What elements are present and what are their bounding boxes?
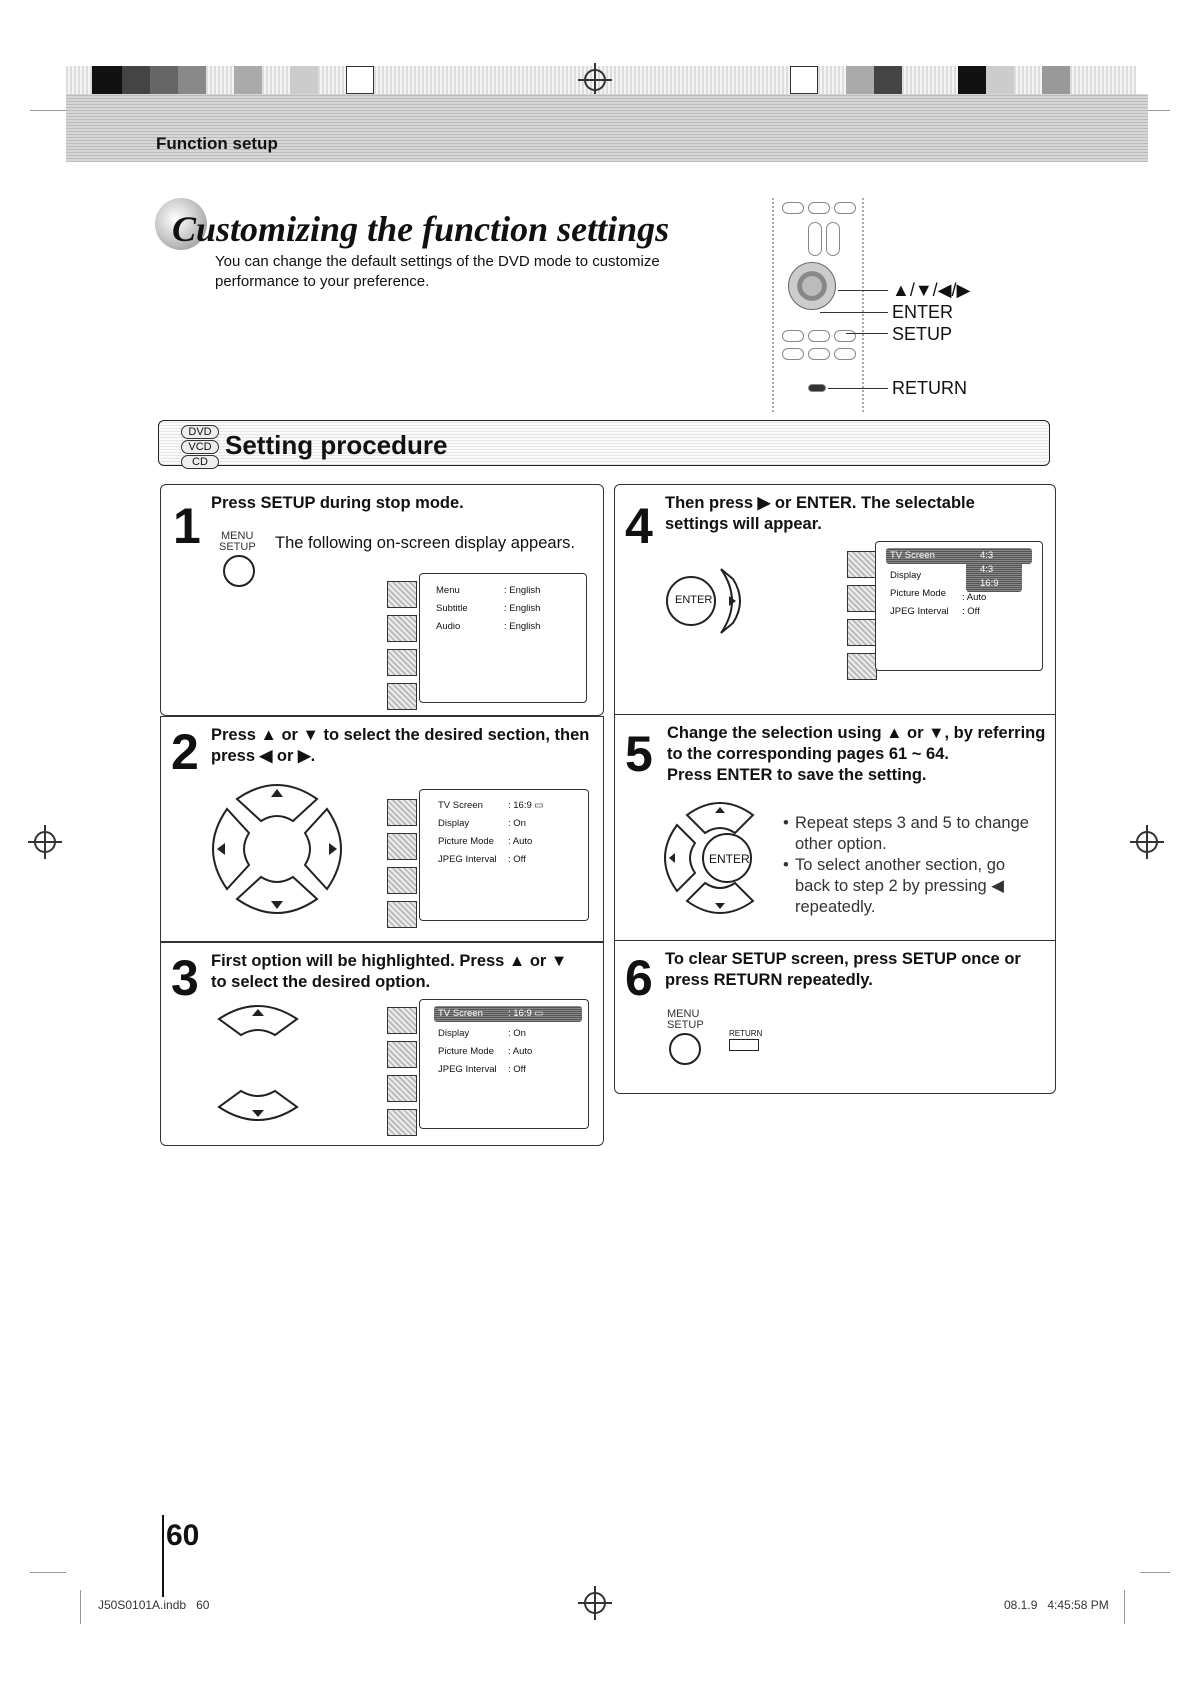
parental-icon bbox=[387, 683, 417, 710]
step-heading: to select the desired option. bbox=[211, 973, 431, 991]
page-number: 60 bbox=[166, 1519, 200, 1552]
osd-item: Audio bbox=[436, 621, 461, 632]
return-button-icon bbox=[729, 1039, 759, 1051]
remote-button-icon bbox=[782, 202, 804, 214]
crop-line-right-vertical bbox=[1124, 1590, 1125, 1624]
registration-mark-bottom bbox=[584, 1592, 606, 1614]
osd-screen bbox=[419, 999, 589, 1129]
registration-mark-right bbox=[1136, 831, 1158, 853]
osd-item: JPEG Interval bbox=[438, 854, 497, 865]
picture-icon bbox=[387, 833, 417, 860]
step-4-box bbox=[614, 484, 1056, 716]
intro-line: You can change the default settings of the DVD mode to customize bbox=[215, 253, 660, 270]
color-bar-block bbox=[92, 66, 122, 94]
osd-item: Picture Mode bbox=[438, 836, 494, 847]
picture-icon bbox=[387, 1041, 417, 1068]
osd-value: : Auto bbox=[508, 836, 533, 847]
remote-button-icon bbox=[808, 222, 822, 256]
osd-value: : 16:9 ▭ bbox=[508, 800, 544, 811]
file-info: J50S0101A.indb 60 bbox=[98, 1598, 210, 1612]
leader-line bbox=[828, 388, 888, 389]
procedure-title: Setting procedure bbox=[225, 430, 448, 460]
osd-item: Display bbox=[438, 1028, 470, 1039]
setup-button-icon bbox=[223, 555, 255, 587]
osd-item: TV Screen bbox=[438, 800, 483, 811]
setting-procedure-banner bbox=[158, 420, 1050, 466]
color-bar-block bbox=[122, 66, 150, 94]
osd-value: : 16:9 ▭ bbox=[508, 1008, 544, 1019]
step-heading: First option will be highlighted. Press ▲ or ▼ bbox=[211, 952, 568, 970]
osd-screen bbox=[419, 573, 587, 703]
step-heading: to the corresponding pages 61 ~ 64. bbox=[667, 745, 949, 763]
step-1-box bbox=[160, 484, 604, 716]
osd-item: Menu bbox=[436, 585, 460, 596]
language-icon bbox=[847, 551, 877, 578]
leader-line bbox=[820, 312, 888, 313]
remote-button-icon bbox=[834, 348, 856, 360]
step-number: 5 bbox=[625, 726, 653, 782]
parental-icon bbox=[387, 1109, 417, 1136]
step-number: 6 bbox=[625, 950, 653, 1006]
osd-value: : English bbox=[504, 585, 541, 596]
page-title: Customizing the function settings bbox=[172, 209, 670, 249]
osd-item: TV Screen bbox=[438, 1008, 483, 1019]
osd-item: Picture Mode bbox=[890, 588, 946, 599]
osd-section-icons bbox=[387, 581, 419, 717]
leader-line bbox=[846, 333, 888, 334]
intro-text bbox=[215, 252, 715, 292]
color-bar-block bbox=[958, 66, 986, 94]
color-bar-block bbox=[234, 66, 262, 94]
page-number-rule bbox=[162, 1515, 164, 1597]
bullet-text: other option. bbox=[795, 835, 887, 853]
enter-button-label: ENTER bbox=[675, 594, 713, 606]
remote-control-illustration bbox=[772, 198, 864, 412]
remote-button-icon bbox=[808, 348, 830, 360]
enter-label: ENTER bbox=[892, 302, 954, 322]
osd-value: : English bbox=[504, 621, 541, 632]
audio-icon bbox=[387, 1075, 417, 1102]
osd-value: : Auto bbox=[508, 1046, 533, 1057]
language-icon bbox=[387, 1007, 417, 1034]
remote-button-icon bbox=[834, 330, 856, 342]
intro-line: performance to your preference. bbox=[215, 273, 430, 290]
step-6-box bbox=[614, 940, 1056, 1094]
print-date: 08.1.9 4:45:58 PM bbox=[1004, 1598, 1109, 1612]
nav-pad-icon bbox=[788, 262, 836, 310]
crop-line-left bbox=[30, 110, 66, 111]
osd-value: : Off bbox=[508, 854, 526, 865]
bullet-text: Repeat steps 3 and 5 to change bbox=[795, 814, 1029, 832]
osd-item: JPEG Interval bbox=[438, 1064, 497, 1075]
step-text: The following on-screen display appears. bbox=[275, 534, 575, 552]
step-heading: Press ENTER to save the setting. bbox=[667, 766, 927, 784]
menu-label: MENU bbox=[667, 1008, 700, 1020]
parental-icon bbox=[387, 901, 417, 928]
osd-screen bbox=[875, 541, 1043, 671]
down-button-icon bbox=[215, 1089, 301, 1125]
disc-badge-cd: CD bbox=[181, 455, 219, 469]
arrows-label: ▲/▼/◀/▶ bbox=[892, 280, 971, 300]
step-heading: Press ▲ or ▼ to select the desired section, then bbox=[211, 726, 590, 744]
disc-type-badges bbox=[181, 424, 221, 470]
step-3-box bbox=[160, 942, 604, 1146]
step-number: 4 bbox=[625, 498, 653, 554]
osd-item: TV Screen bbox=[890, 550, 935, 561]
enter-button-label: ENTER bbox=[709, 852, 750, 866]
audio-icon bbox=[387, 649, 417, 676]
bullet-dot: • bbox=[783, 814, 789, 832]
osd-value: : Off bbox=[508, 1064, 526, 1075]
crop-line-right bbox=[1140, 1572, 1170, 1573]
step-number: 3 bbox=[171, 950, 199, 1006]
language-icon bbox=[387, 799, 417, 826]
remote-button-icon bbox=[782, 348, 804, 360]
picture-icon bbox=[847, 585, 877, 612]
return-label: RETURN bbox=[892, 378, 967, 398]
bullet-text: back to step 2 by pressing ◀ bbox=[795, 877, 1004, 895]
menu-label: MENU bbox=[221, 530, 254, 542]
audio-icon bbox=[387, 867, 417, 894]
osd-value: : Auto bbox=[962, 592, 987, 603]
step-heading: Press SETUP during stop mode. bbox=[211, 494, 464, 512]
color-bar-block bbox=[178, 66, 206, 94]
step-heading: press ◀ or ▶. bbox=[211, 747, 316, 765]
return-button-icon bbox=[808, 384, 826, 392]
color-bar-block bbox=[986, 66, 1014, 94]
osd-value: : Off bbox=[962, 606, 980, 617]
color-bar-block bbox=[790, 66, 818, 94]
osd-item: Picture Mode bbox=[438, 1046, 494, 1057]
color-bar-block bbox=[846, 66, 874, 94]
osd-value: : English bbox=[504, 603, 541, 614]
osd-screen bbox=[419, 789, 589, 921]
step-2-box bbox=[160, 716, 604, 942]
remote-button-icon bbox=[834, 202, 856, 214]
section-band bbox=[66, 94, 1148, 162]
return-label: RETURN bbox=[729, 1029, 763, 1038]
color-bar-block bbox=[150, 66, 178, 94]
language-icon bbox=[387, 581, 417, 608]
picture-icon bbox=[387, 615, 417, 642]
option-value: 4:3 bbox=[980, 564, 994, 575]
registration-mark-left bbox=[34, 831, 56, 853]
step-heading: press RETURN repeatedly. bbox=[665, 971, 873, 989]
color-bar-block bbox=[290, 66, 318, 94]
disc-badge-vcd: VCD bbox=[181, 440, 219, 454]
remote-button-icon bbox=[808, 330, 830, 342]
bullet-dot: • bbox=[783, 856, 789, 874]
parental-icon bbox=[847, 653, 877, 680]
osd-item: Display bbox=[890, 570, 922, 581]
osd-value: : On bbox=[508, 1028, 526, 1039]
step-heading: Change the selection using ▲ or ▼, by referring bbox=[667, 724, 1046, 742]
leader-line bbox=[838, 290, 888, 291]
osd-item: Subtitle bbox=[436, 603, 468, 614]
up-button-icon bbox=[215, 1001, 301, 1037]
step-heading: To clear SETUP screen, press SETUP once or bbox=[665, 950, 1021, 968]
setup-label: SETUP bbox=[892, 324, 953, 344]
option-value: 16:9 bbox=[980, 578, 999, 589]
step-5-box bbox=[614, 714, 1056, 942]
osd-section-icons bbox=[387, 799, 419, 935]
remote-button-icon bbox=[826, 222, 840, 256]
disc-badge-dvd: DVD bbox=[181, 425, 219, 439]
setup-label: SETUP bbox=[219, 541, 256, 553]
osd-item: JPEG Interval bbox=[890, 606, 949, 617]
osd-value: : On bbox=[508, 818, 526, 829]
section-title: Function setup bbox=[156, 134, 278, 153]
step-heading: Then press ▶ or ENTER. The selectable bbox=[665, 494, 975, 512]
step-number: 1 bbox=[173, 498, 201, 554]
color-bar-block bbox=[346, 66, 374, 94]
crop-line-left bbox=[30, 1572, 66, 1573]
setup-label: SETUP bbox=[667, 1019, 704, 1031]
color-bar-block bbox=[874, 66, 902, 94]
crop-line-left-vertical bbox=[80, 1590, 81, 1624]
osd-item: Display bbox=[438, 818, 470, 829]
setup-button-icon bbox=[669, 1033, 701, 1065]
remote-button-icon bbox=[808, 202, 830, 214]
bullet-text: repeatedly. bbox=[795, 898, 876, 916]
remote-button-icon bbox=[782, 330, 804, 342]
step-heading: settings will appear. bbox=[665, 515, 822, 533]
color-bar-block bbox=[1042, 66, 1070, 94]
osd-section-icons bbox=[387, 1007, 419, 1143]
bullet-text: To select another section, go bbox=[795, 856, 1006, 874]
direction-pad-icon bbox=[203, 775, 351, 923]
registration-mark-top bbox=[584, 69, 606, 91]
audio-icon bbox=[847, 619, 877, 646]
option-value: 4:3 bbox=[980, 550, 994, 561]
step-number: 2 bbox=[171, 724, 199, 780]
